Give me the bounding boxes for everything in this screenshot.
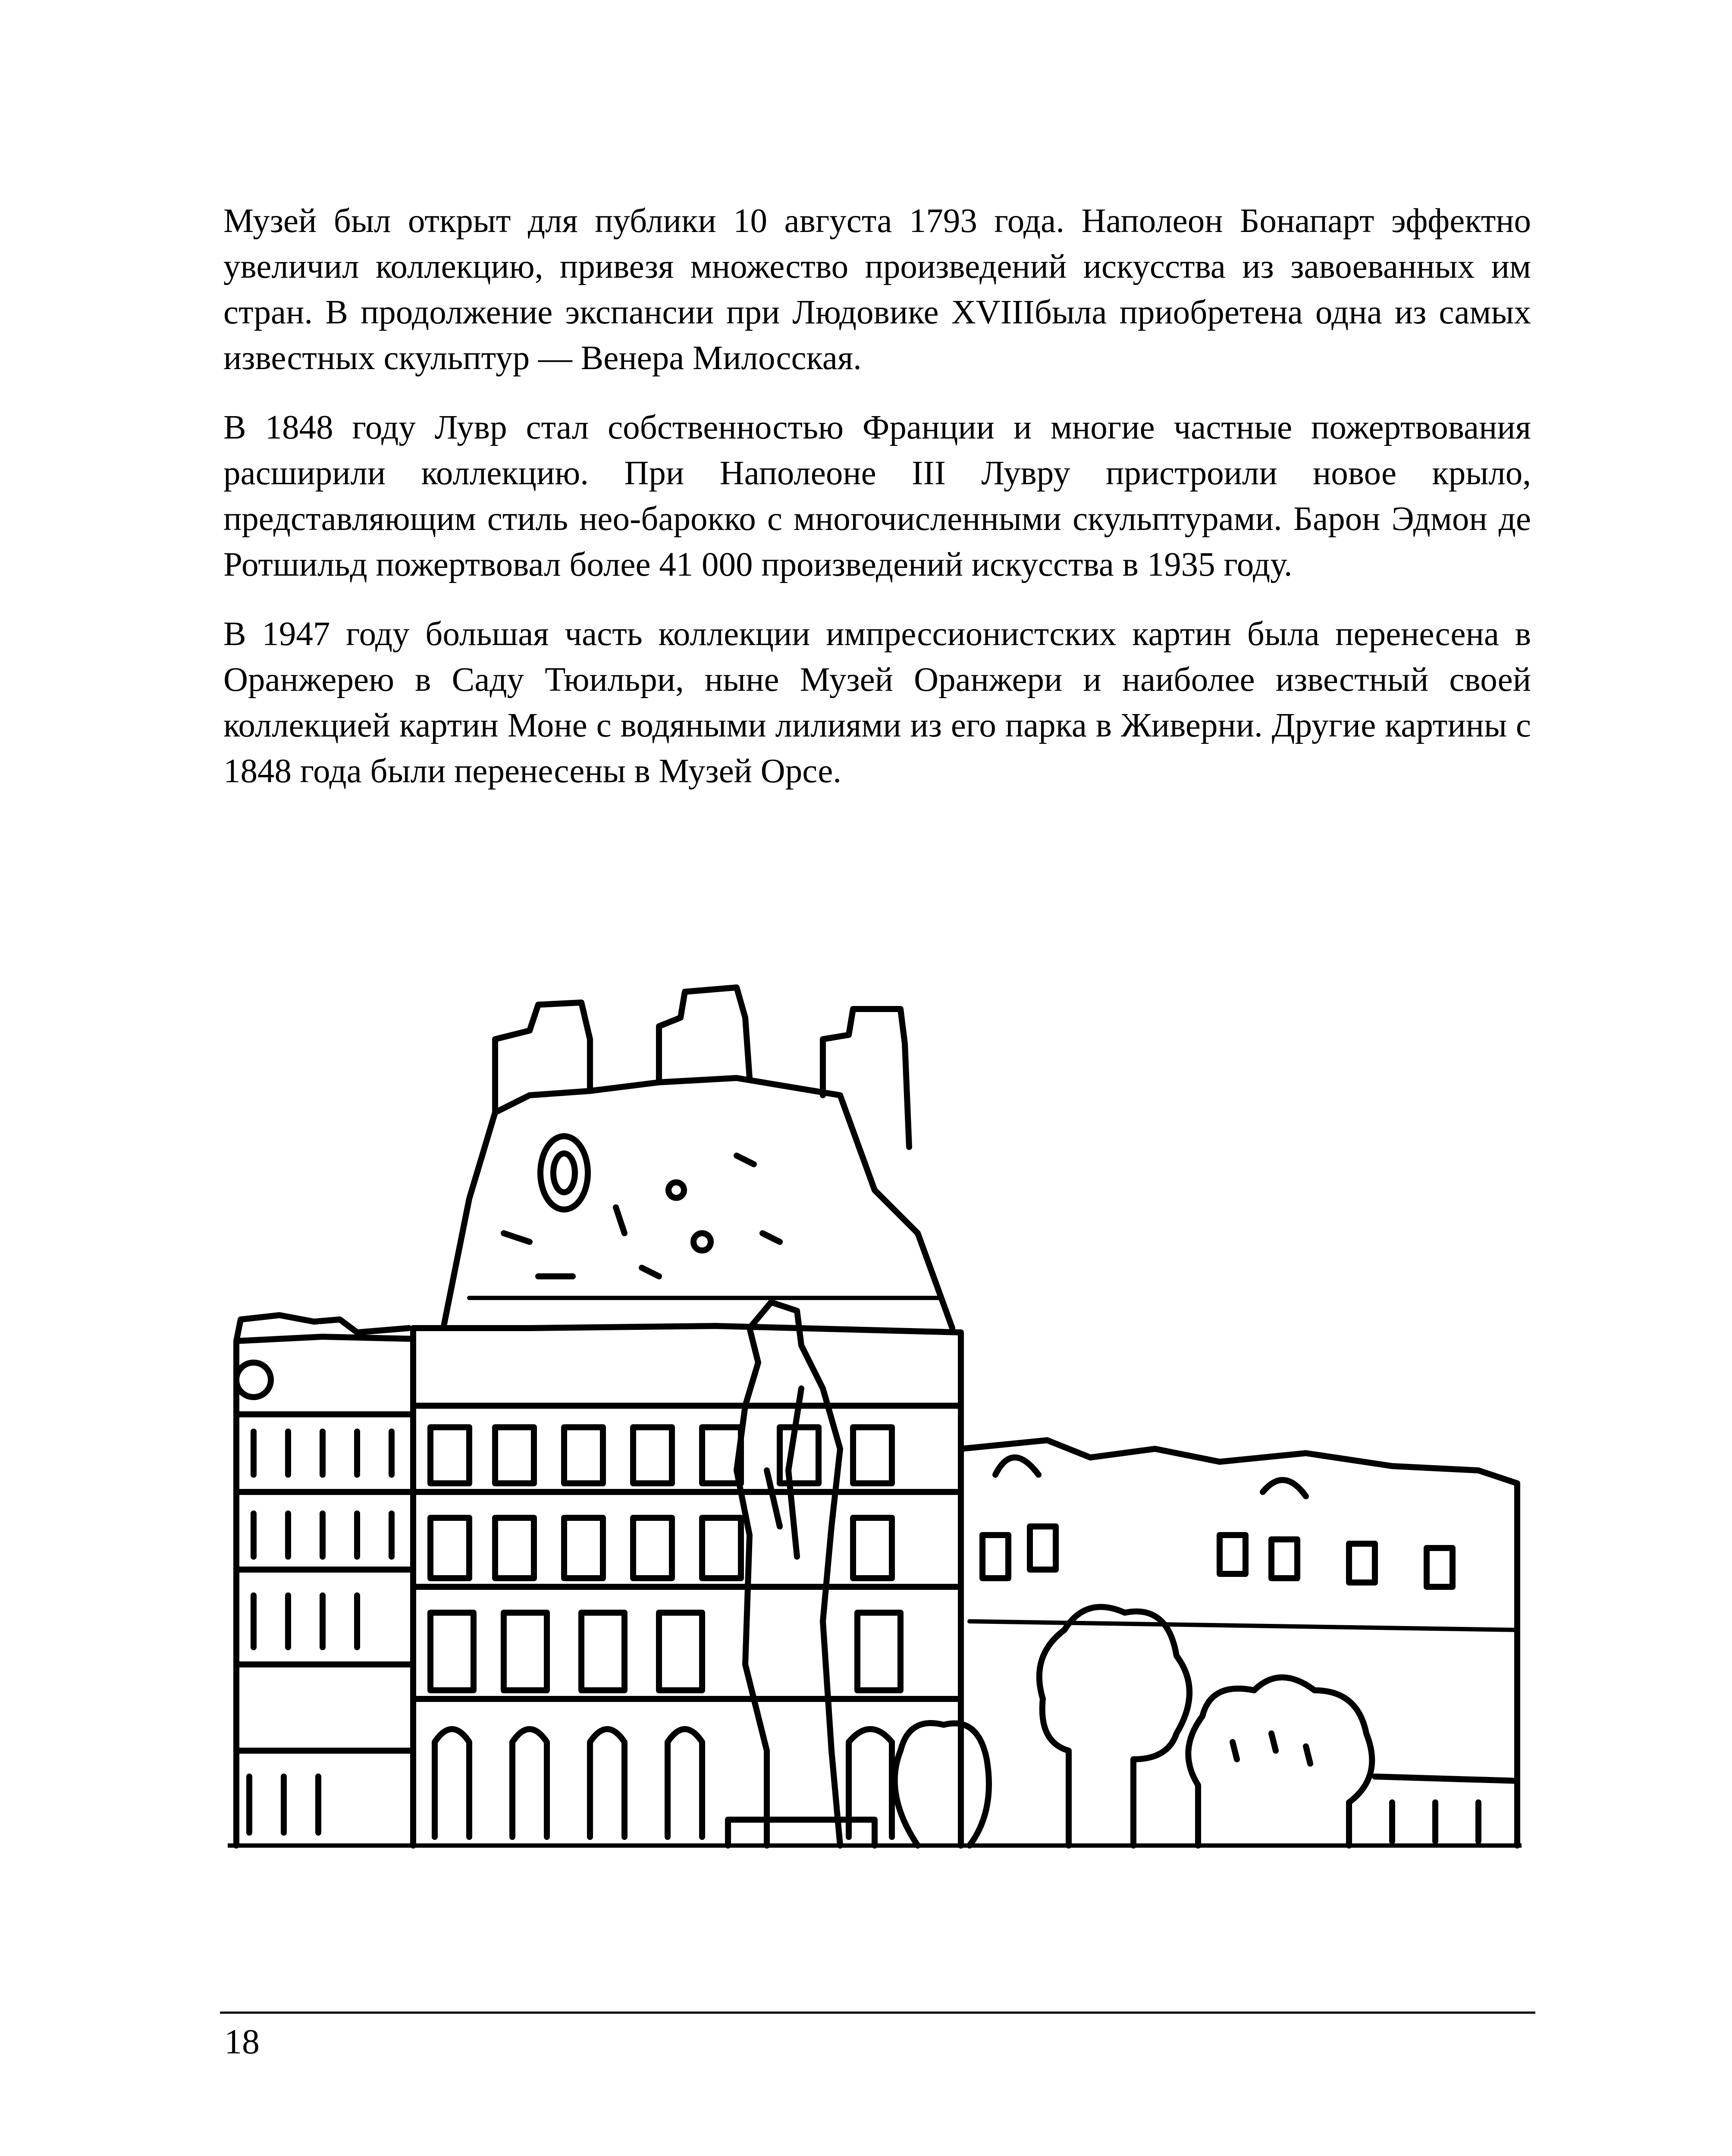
footer-divider [220,2012,1535,2014]
paragraph-1: Музей был открыт для публики 10 августа 1793 года. Наполеон Бонапарт эффектно увеличил коллекцию, привезя множество произведений искусства из завоеванных им стран. В продолжение экспансии при Людовике XVIIIбыла приобретена одна из самых известных скульптур — Венера Милосская. [223,202,1531,377]
louvre-line-drawing [228,931,1522,1923]
paragraph-2: В 1848 году Лувр стал собственностью Франции и многие частные пожертвования расширили коллекцию. При Наполеоне III Лувру пристроили новое крыло, представляющим стиль нео-барокко с многочисленными скульптурами. Барон Эдмон де Ротшильд пожертвовал более 41 000 произведений искусства в 1935 году. [223,409,1531,583]
paragraph-3: В 1947 году большая часть коллекции импрессионистских картин была перенесена в Оранжерею в Саду Тюильри, ныне Музей Оранжери и наиболее известный своей коллекцией картин Моне с водяными лилиями из его парка в Живерни. Другие картины с 1848 года были перенесены в Музей Орсе. [223,615,1531,790]
body-text [223,198,1531,818]
page-number: 18 [224,2022,260,2061]
